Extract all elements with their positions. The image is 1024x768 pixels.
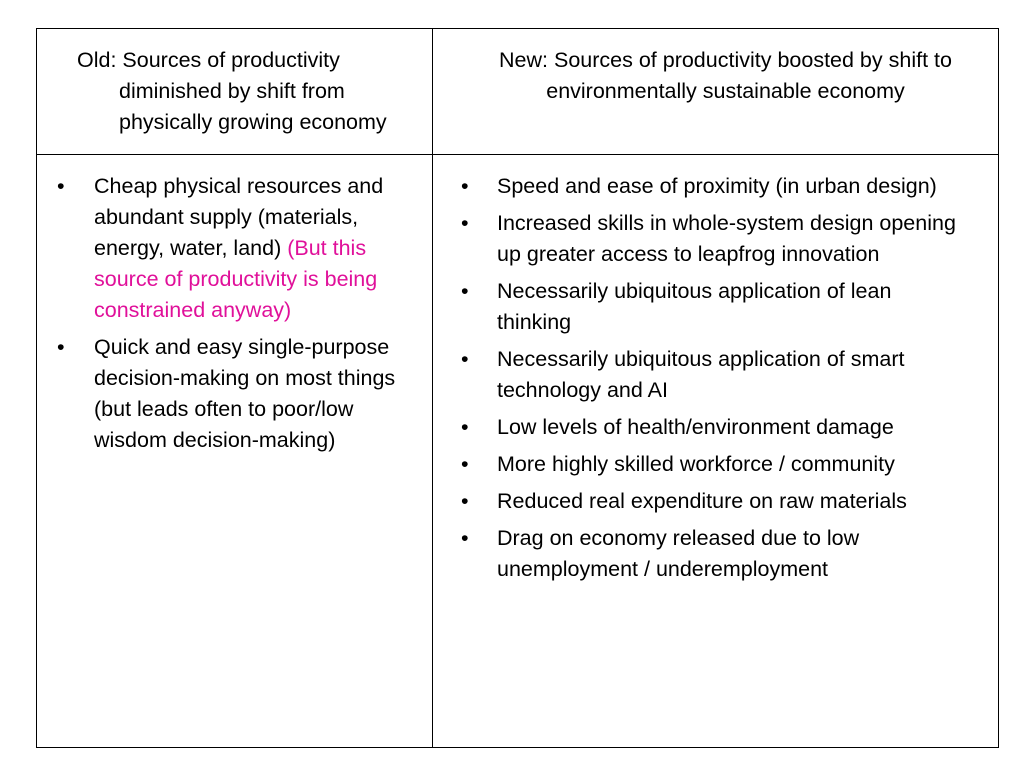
- old-item-note: (But this source of productivity is being constrained anyway): [94, 236, 378, 322]
- header-old-text: Old: Sources of productivity diminished by shift from physically growing economy: [77, 48, 387, 134]
- comparison-table: [36, 28, 999, 748]
- new-item-text: Low levels of health/environment damage: [497, 415, 894, 439]
- list-item: [57, 171, 414, 326]
- list-item: [57, 332, 414, 456]
- header-row: [37, 29, 999, 155]
- new-sources-cell: [433, 155, 999, 748]
- list-item: [461, 171, 968, 202]
- list-item: [461, 344, 968, 406]
- bullet-icon: •: [461, 526, 469, 550]
- bullet-icon: •: [461, 452, 469, 476]
- bullet-icon: •: [57, 335, 65, 359]
- list-item: [461, 523, 968, 585]
- new-item-text: More highly skilled workforce / community: [497, 452, 895, 476]
- body-row: [37, 155, 999, 748]
- new-item-text: Reduced real expenditure on raw materials: [497, 489, 907, 513]
- new-item-text: Necessarily ubiquitous application of smart technology and AI: [497, 347, 905, 402]
- bullet-icon: •: [461, 211, 469, 235]
- old-item-text: Quick and easy single-purpose decision-making on most things (but leads often to poor/low wisdom decision-making): [94, 335, 396, 452]
- old-sources-list: [57, 171, 414, 456]
- bullet-icon: •: [461, 279, 469, 303]
- list-item: [461, 486, 968, 517]
- old-sources-cell: [37, 155, 433, 748]
- header-old-cell: [37, 29, 433, 155]
- list-item: [461, 412, 968, 443]
- new-item-text: Speed and ease of proximity (in urban design): [497, 174, 937, 198]
- new-sources-list: [461, 171, 968, 585]
- new-item-text: Increased skills in whole-system design opening up greater access to leapfrog innovation: [497, 211, 956, 266]
- header-new-cell: [433, 29, 999, 155]
- header-new-text: New: Sources of productivity boosted by shift to environmentally sustainable economy: [499, 48, 952, 103]
- bullet-icon: •: [461, 415, 469, 439]
- bullet-icon: •: [461, 174, 469, 198]
- list-item: [461, 276, 968, 338]
- new-item-text: Necessarily ubiquitous application of lean thinking: [497, 279, 892, 334]
- bullet-icon: •: [57, 174, 65, 198]
- bullet-icon: •: [461, 489, 469, 513]
- list-item: [461, 449, 968, 480]
- new-item-text: Drag on economy released due to low unemployment / underemployment: [497, 526, 860, 581]
- list-item: [461, 208, 968, 270]
- bullet-icon: •: [461, 347, 469, 371]
- old-item-text: Cheap physical resources and abundant supply (materials, energy, water, land): [94, 174, 384, 260]
